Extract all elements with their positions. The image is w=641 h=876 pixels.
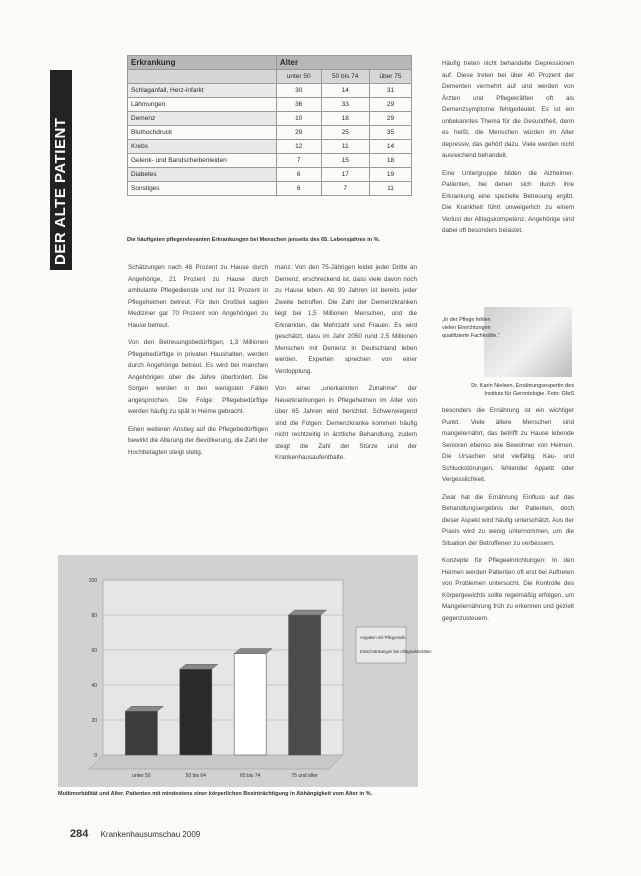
row-value: 12 <box>276 140 321 154</box>
age-group: 50 bis 74 <box>321 70 369 84</box>
row-value: 7 <box>276 154 321 168</box>
row-value: 7 <box>321 182 369 196</box>
row-label: Lähmungen <box>128 98 277 112</box>
row-label: Demenz <box>128 112 277 126</box>
row-value: 14 <box>321 84 369 98</box>
bar <box>289 615 321 755</box>
legend-entry: Angaben mit Pflegestufe <box>360 635 406 640</box>
bar <box>234 654 266 756</box>
table-row <box>128 84 412 98</box>
row-value: 25 <box>321 126 369 140</box>
row-value: 33 <box>321 98 369 112</box>
paragraph: Eine Untergruppe bilden die Alzheimer-Patienten, bei denen sich durch ihre Erkrankung eine spezielle Betreuung ergibt. Die Krankheit führt unweigerlich zu einem Verlust der Alltagskompetenz. Angehörige sind dabei oft besonders belastet. <box>442 169 574 234</box>
page-number: 284 <box>70 828 89 840</box>
text-column-2 <box>275 262 417 470</box>
paragraph: Häufig treten nicht behandelte Depressionen auf. Diese treten bei über 40 Prozent der Dementen vermehrt auf und werden von Ärzten und Pflegekräften oft als Demenzsymptome fehlgedeutet. Es ist ein unbekanntes Thema für die Gesundheit, denn es heißt, die Menschen würden im Alter depressiv, das gehört dazu. Viele werden nicht ausreichend behandelt. <box>442 60 574 159</box>
table-row <box>128 126 412 140</box>
row-value: 11 <box>321 140 369 154</box>
chart-floor <box>89 755 343 769</box>
text-column-1 <box>128 262 268 464</box>
bar <box>180 669 212 755</box>
paragraph: Einen weiteren Anstieg auf die Pflegebedürftigen bewirkt die Alterung der Bevölkerung, die Zahl der Hochbetagten steigt stetig. <box>128 425 268 456</box>
paragraph: Von einer „unerkannten Zunahme“ der Neuerkrankungen in Pflegeheimen im Alter von über 65 Jahren wird berichtet. Schwerwiegend sind die Folgen: Demenzkranke kommen häufig nicht rechtzeitig in ärztliche Behandlung, zudem steigt die Zahl der Stürze und der Krankenhausaufenthalte. <box>275 385 417 461</box>
y-tick-label: 60 <box>91 648 97 654</box>
y-tick-label: 0 <box>94 753 97 759</box>
paragraph: Schätzungen nach 48 Prozent zu Hause durch Angehörige, 21 Prozent zu Hause durch ambulante Pflegedienste und nur 31 Prozent in Pflegeheimen betreut. Für den Großteil sagten Mediziner gar 70 Prozent von Angehörigen zu Hause betreut. <box>128 264 268 329</box>
paragraph: besonders die Ernährung ist ein wichtiger Punkt. Viele ältere Menschen sind mangelernährt, das betrifft zu Hause lebende Senioren ebenso wie Bewohner von Heimen. Die Ursachen sind vielfältig: Kau- und Schluckstörungen, fehlender Appetit oder Vergesslichkeit. <box>442 407 574 483</box>
y-tick-label: 40 <box>91 683 97 689</box>
table-row <box>128 98 412 112</box>
table-row <box>128 182 412 196</box>
paragraph: Zwar hat die Ernährung Einfluss auf das Behandlungsergebnis der Patienten, doch dieser Aspekt wird häufig unterschätzt. Aus der Praxis wird zu wenig unternommen, um die Situation der Betroffenen zu verbessern. <box>442 493 574 547</box>
table-row <box>128 140 412 154</box>
table-row <box>128 168 412 182</box>
row-label: Bluthochdruck <box>128 126 277 140</box>
row-value: 29 <box>276 126 321 140</box>
legend-box <box>356 627 406 663</box>
x-tick-label: 50 bis 64 <box>185 773 206 779</box>
x-tick-label: unter 50 <box>132 773 151 779</box>
row-value: 17 <box>321 168 369 182</box>
table-row <box>128 154 412 168</box>
chart-svg <box>58 555 432 787</box>
bar-top <box>125 706 163 711</box>
row-value: 29 <box>369 98 411 112</box>
page-footer <box>70 828 200 840</box>
table-caption: Die häufigsten pflegerelevanten Erkrankungen bei Menschen jenseits des 65. Lebensjahres in %. <box>127 237 381 243</box>
row-label: Sonstiges <box>128 182 277 196</box>
age-group: unter 50 <box>276 70 321 84</box>
row-value: 36 <box>276 98 321 112</box>
table-header-age: Alter <box>276 56 411 70</box>
bar-top <box>234 649 272 654</box>
row-value: 10 <box>276 112 321 126</box>
row-value: 35 <box>369 126 411 140</box>
pull-quote: „In der Pflege fehlen vielen Einrichtungen qualifizierte Fachkräfte.“ <box>442 317 500 339</box>
table-row <box>128 112 412 126</box>
row-label: Diabetes <box>128 168 277 182</box>
paragraph: Konzepte für Pflegeeinrichtungen: In den Heimen werden Patienten oft erst bei Auftreten von Problemen untersucht. Die Kontrolle des Körpergewichts sollte regelmäßig erfolgen, um Mangelernährung früh zu erkennen und gezielt gegenzusteuern. <box>442 557 574 622</box>
row-value: 6 <box>276 182 321 196</box>
paragraph: Von den Betreuungsbedürftigen, 1,3 Millionen Pflegebedürftige in privaten Haushalten, werden durch Angehörige betreut. Es wird bei manchen Angehörigen über die Jahre überfordert. Die Sorgen werden in den wenigsten Fällen angesprochen. Die Folge: Pflegebedürftige werden häufig zu spät in Heime gebracht. <box>128 339 268 415</box>
row-value: 31 <box>369 84 411 98</box>
row-value: 6 <box>276 168 321 182</box>
table-corner <box>128 70 277 84</box>
photo-caption: Dr. Karin Nielsen, Ernährungsexpertin des Instituts für Gerontologie. Foto: GfaS <box>471 383 574 397</box>
row-label: Gelenk- und Bandscheibenleiden <box>128 154 277 168</box>
y-tick-label: 20 <box>91 718 97 724</box>
row-value: 11 <box>369 182 411 196</box>
row-label: Schlaganfall, Herz-infarkt <box>128 84 277 98</box>
row-value: 30 <box>276 84 321 98</box>
x-tick-label: 65 bis 74 <box>240 773 261 779</box>
row-value: 18 <box>369 154 411 168</box>
row-label: Krebs <box>128 140 277 154</box>
row-value: 15 <box>321 154 369 168</box>
paragraph: manz. Von den 75-Jährigen leidet jeder Dritte an Demenz, erschreckend ist, dass viele davon noch zu Hause leben. Ab 90 Jahren ist bereits jeder Zweite betroffen. Die Zahl der Demenzkranken liegt bei 1,5 Millionen Menschen, und die Erkrankten, die Mehrzahl sind Frauen. Es wird geschätzt, dass im Jahr 2050 rund 2,5 Millionen Menschen mit Demenz in Deutschland leben werden. Experten sprechen von einer Verdopplung. <box>275 264 417 375</box>
table-header-disease: Erkrankung <box>128 56 277 70</box>
disease-table <box>127 55 412 196</box>
legend-entry: Einschränkungen bei Alltagsaktivitäten <box>360 649 432 654</box>
text-column-3 <box>442 58 574 243</box>
text-column-3-continued <box>442 405 574 630</box>
x-tick-label: 75 und älter <box>291 773 318 779</box>
age-group: über 75 <box>369 70 411 84</box>
side-title-bar <box>50 70 72 270</box>
bar-top <box>289 610 327 615</box>
bar-chart <box>58 555 432 787</box>
row-value: 14 <box>369 140 411 154</box>
bar <box>125 711 157 755</box>
chart-caption: Multimorbidität und Alter. Patienten mit mindestens einer körperlichen Beeinträchtigung in Abhängigkeit vom Alter in %. <box>58 791 373 797</box>
y-tick-label: 100 <box>88 578 97 584</box>
y-tick-label: 80 <box>91 613 97 619</box>
row-value: 29 <box>369 112 411 126</box>
row-value: 18 <box>321 112 369 126</box>
bar-top <box>180 664 218 669</box>
journal-name: Krankenhausumschau 2009 <box>100 830 201 839</box>
side-title: DER ALTE PATIENT <box>52 117 69 265</box>
row-value: 19 <box>369 168 411 182</box>
